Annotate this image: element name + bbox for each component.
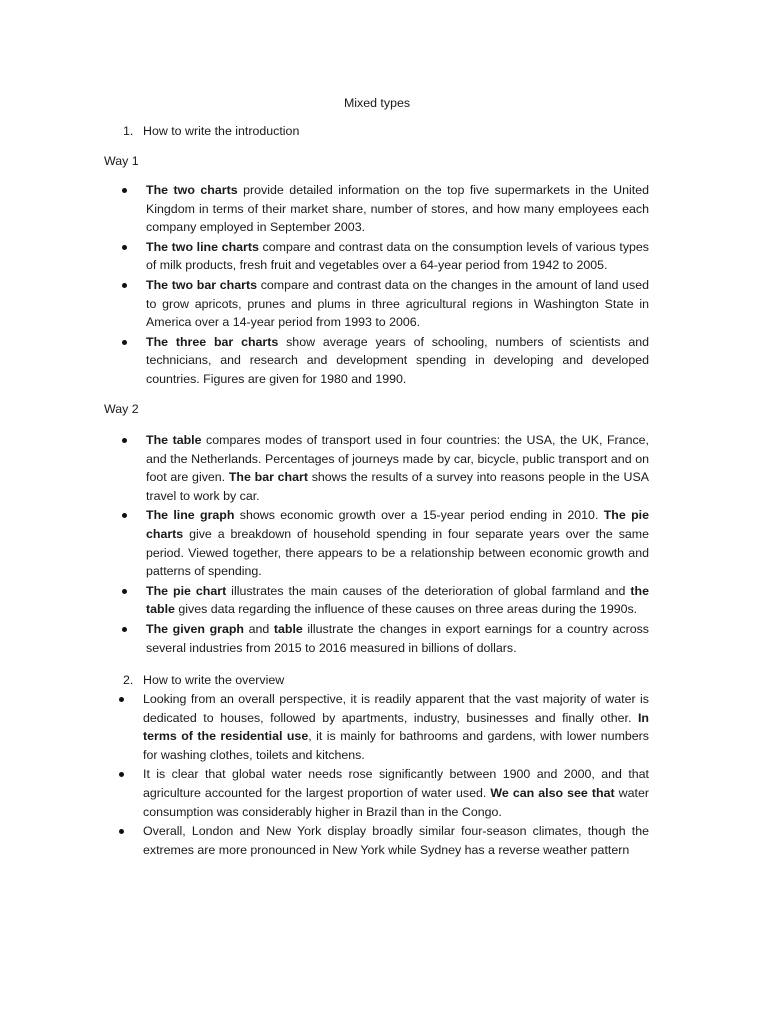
way-2-list: [146, 431, 649, 658]
bold-phrase: We can also see that: [490, 785, 615, 800]
way-1-label: Way 1: [104, 154, 139, 168]
item-text: give a breakdown of household spending in four separate years over the same period. Viewed together, there appears to be a relationship between economic growth and patterns of spending.: [146, 526, 649, 579]
list-item: [146, 276, 649, 332]
section-number: 1.: [123, 124, 134, 138]
item-text: illustrate the changes in export earnings for a country across several industries from 2015 to 2016 measured in billions of dollars.: [146, 621, 649, 655]
list-item: [146, 506, 649, 580]
item-text: compare and contrast data on the changes in the amount of land used to grow apricots, prunes and plums in three agricultural regions in Washington State in America over a 14-year period from 1993 to 2006.: [146, 277, 649, 330]
section-title: How to write the overview: [143, 673, 285, 687]
bold-phrase: The line graph: [146, 508, 235, 523]
item-text: shows economic growth over a 15-year period ending in 2010.: [234, 508, 604, 523]
bullet-icon: [119, 829, 124, 834]
bullet-icon: [119, 772, 124, 777]
item-text: water consumption was considerably higher in Brazil than in the Congo.: [143, 785, 649, 819]
bullet-icon: [122, 513, 127, 518]
bold-phrase: The three bar charts: [146, 334, 279, 349]
bold-phrase: the table: [146, 583, 649, 617]
list-item: [146, 431, 649, 505]
list-item: [146, 238, 649, 275]
bold-phrase: The pie chart: [146, 583, 227, 598]
item-text: provide detailed information on the top five supermarkets in the United Kingdom in terms of their market share, number of stores, and how many employees each company employed in September 2003.: [146, 183, 649, 235]
item-text: It is clear that global water needs rose significantly between 1900 and 2000, and that agriculture accounted for the largest proportion of water used.: [143, 767, 649, 800]
bold-phrase: The bar chart: [228, 470, 308, 485]
bullet-icon: [122, 589, 127, 594]
bullet-icon: [122, 340, 127, 345]
document-title: Mixed types: [343, 96, 411, 110]
bold-phrase: In terms of the residential use: [143, 710, 649, 744]
list-item: [143, 765, 649, 821]
way-1-list: [146, 181, 649, 390]
section-title: How to write the introduction: [143, 124, 300, 138]
item-text: Looking from an overall perspective, it is readily apparent that the vast majority of water is dedicated to houses, followed by apartments, industry, businesses and finally other.: [143, 692, 649, 725]
bullet-icon: [122, 188, 127, 193]
item-text: compares modes of transport used in four countries: the USA, the UK, France, and the Netherlands. Percentages of journeys made by car, bicycle, public transport and on foot are given.: [146, 433, 649, 485]
section-heading-introduction: [123, 122, 299, 141]
bullet-icon: [122, 438, 127, 443]
bold-phrase: The two bar charts: [146, 277, 257, 292]
item-text: , it is mainly for bathrooms and gardens, with lower numbers for washing clothes, toilets and kitchens.: [143, 729, 649, 762]
bold-phrase: The given graph: [146, 621, 244, 636]
bullet-icon: [122, 283, 127, 288]
item-text: and: [244, 621, 274, 636]
bold-phrase: The two line charts: [146, 239, 259, 254]
list-item: [143, 690, 649, 764]
section-number: 2.: [123, 673, 134, 687]
list-item: [146, 181, 649, 237]
bullet-icon: [119, 697, 124, 702]
bullet-icon: [122, 245, 127, 250]
overview-list: [143, 690, 649, 860]
list-item: [146, 620, 649, 657]
list-item: [143, 822, 649, 859]
item-text: gives data regarding the influence of these causes on three areas during the 1990s.: [174, 602, 638, 617]
section-heading-overview: [123, 671, 284, 690]
item-text: Overall, London and New York display broadly similar four-season climates, though the extremes are more pronounced in New York while Sydney has a reverse weather pattern: [143, 824, 649, 857]
bullet-icon: [122, 627, 127, 632]
bold-phrase: table: [273, 621, 303, 636]
item-text: shows the results of a survey into reasons people in the USA travel to work by car.: [146, 470, 649, 503]
bold-phrase: The pie charts: [146, 508, 649, 541]
item-text: illustrates the main causes of the deterioration of global farmland and: [226, 583, 631, 598]
bold-phrase: The table: [146, 433, 202, 447]
list-item: [146, 582, 649, 619]
way-2-label: Way 2: [104, 402, 139, 416]
item-text: compare and contrast data on the consumption levels of various types of milk products, fresh fruit and vegetables over a 64-year period from 1942 to 2005.: [146, 239, 649, 273]
list-item: [146, 333, 649, 389]
bold-phrase: The two charts: [146, 183, 238, 197]
item-text: show average years of schooling, numbers of scientists and technicians, and research and development spending in developing and developed countries. Figures are given for 1980 and 1990.: [146, 334, 649, 386]
